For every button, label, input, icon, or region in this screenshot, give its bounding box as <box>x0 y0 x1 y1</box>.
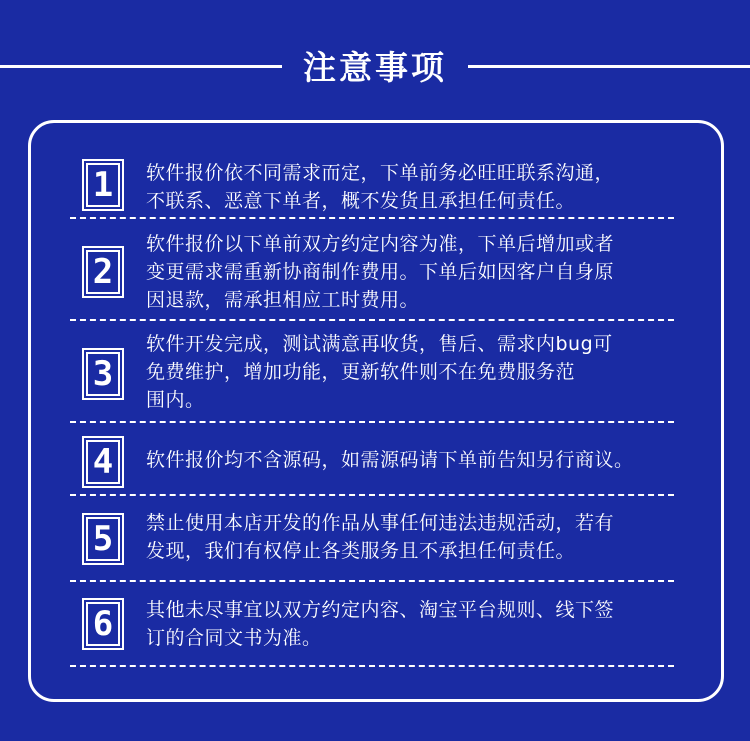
dashed-divider <box>70 665 674 667</box>
header-divider-right <box>468 65 750 68</box>
number-badge: 4 <box>82 436 124 488</box>
notice-text: 软件报价以下单前双方约定内容为准，下单后增加或者 变更需求需重新协商制作费用。下单后如因客户自身原 因退款，需承担相应工时费用。 <box>146 233 615 311</box>
number-badge: 1 <box>82 159 124 211</box>
notice-item-5 <box>68 505 682 577</box>
notice-item-1 <box>68 155 682 215</box>
notice-item-4 <box>68 432 682 492</box>
notice-text: 其他未尽事宜以双方约定内容、淘宝平台规则、线下签 订的合同文书为准。 <box>146 599 615 649</box>
notice-text: 禁止使用本店开发的作品从事任何违法违规活动，若有 发现，我们有权停止各类服务且不承担任何责任。 <box>146 512 615 562</box>
number-badge: 5 <box>82 513 124 565</box>
header-divider-left <box>0 65 282 68</box>
notice-item-3 <box>68 330 682 418</box>
notice-text: 软件报价依不同需求而定，下单前务必旺旺联系沟通， 不联系、恶意下单者，概不发货且承担任何责任。 <box>146 162 615 212</box>
dashed-divider <box>70 421 674 423</box>
page-title: 注意事项 <box>303 48 447 87</box>
number-badge: 2 <box>82 246 124 298</box>
dashed-divider <box>70 217 674 219</box>
notice-item-6 <box>68 592 682 656</box>
notice-text: 软件开发完成，测试满意再收货，售后、需求内bug可 免费维护，增加功能，更新软件则不在免费服务范 围内。 <box>146 333 613 411</box>
header <box>0 40 750 96</box>
number-badge: 3 <box>82 348 124 400</box>
dashed-divider <box>70 319 674 321</box>
number-badge: 6 <box>82 598 124 650</box>
dashed-divider <box>70 580 674 582</box>
notice-text: 软件报价均不含源码，如需源码请下单前告知另行商议。 <box>146 449 634 471</box>
notice-item-2 <box>68 228 682 316</box>
dashed-divider <box>70 494 674 496</box>
